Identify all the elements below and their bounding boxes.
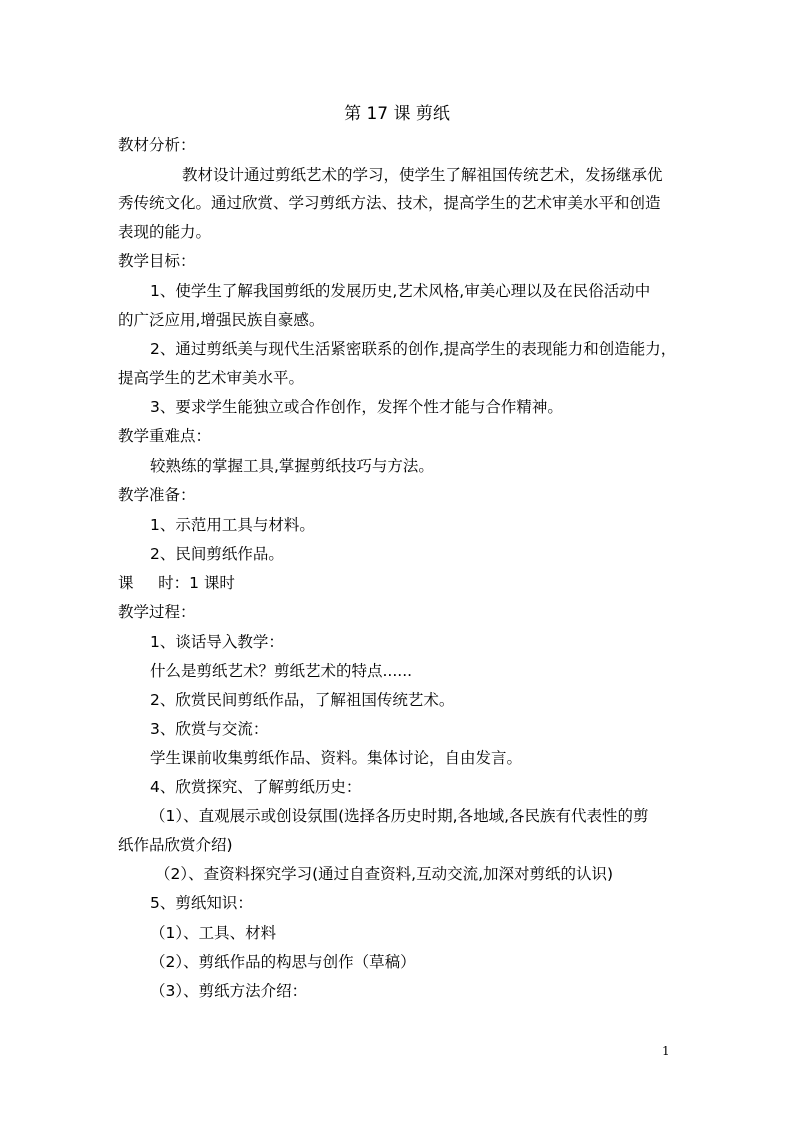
process-substep: （3）、剪纸方法介绍： bbox=[150, 982, 308, 1000]
heading-teaching-process: 教学过程： bbox=[118, 603, 196, 621]
heading-preparation: 教学准备： bbox=[118, 486, 196, 504]
process-substep: （2）、剪纸作品的构思与创作（草稿） bbox=[150, 953, 416, 971]
goal-item-continued: 的广泛应用,增强民族自豪感。 bbox=[118, 311, 325, 329]
preparation-item: 2、民间剪纸作品。 bbox=[150, 545, 284, 563]
process-step: 4、欣赏探究、了解剪纸历史： bbox=[150, 778, 362, 796]
process-text: 什么是剪纸艺术？剪纸艺术的特点...... bbox=[150, 662, 413, 680]
process-substep: （1）、工具、材料 bbox=[150, 924, 277, 942]
paragraph-line: 表现的能力。 bbox=[118, 223, 212, 241]
process-step: 2、欣赏民间剪纸作品，了解祖国传统艺术。 bbox=[150, 691, 455, 709]
goal-item: 3、要求学生能独立或合作创作，发挥个性才能与合作精神。 bbox=[150, 398, 563, 416]
goal-item: 2、通过剪纸美与现代生活紧密联系的创作,提高学生的表现能力和创造能力， bbox=[150, 340, 677, 358]
process-substep-continued: 纸作品欣赏介绍) bbox=[118, 836, 233, 854]
preparation-item: 1、示范用工具与材料。 bbox=[150, 516, 315, 534]
process-substep: （1）、直观展示或创设氛围(选择各历史时期,各地域,各民族有代表性的剪 bbox=[150, 807, 649, 825]
paragraph-line: 教材设计通过剪纸艺术的学习，使学生了解祖国传统艺术，发扬继承优 bbox=[182, 166, 663, 184]
page-number: 1 bbox=[662, 1044, 670, 1058]
process-step: 1、谈话导入教学： bbox=[150, 633, 284, 651]
goal-item: 1、使学生了解我国剪纸的发展历史,艺术风格,审美心理以及在民俗活动中 bbox=[150, 282, 651, 300]
heading-key-points: 教学重难点： bbox=[118, 427, 212, 445]
process-step: 5、剪纸知识： bbox=[150, 894, 253, 912]
process-text: 学生课前收集剪纸作品、资料。集体讨论，自由发言。 bbox=[150, 749, 523, 767]
class-hours: 课 时：1 课时 bbox=[118, 574, 235, 592]
heading-material-analysis: 教材分析： bbox=[118, 136, 196, 154]
key-points-text: 较熟练的掌握工具,掌握剪纸技巧与方法。 bbox=[150, 457, 434, 475]
heading-teaching-goals: 教学目标： bbox=[118, 252, 196, 270]
paragraph-line: 秀传统文化。通过欣赏、学习剪纸方法、技术，提高学生的艺术审美水平和创造 bbox=[118, 194, 661, 212]
process-step: 3、欣赏与交流： bbox=[150, 720, 269, 738]
goal-item-continued: 提高学生的艺术审美水平。 bbox=[118, 369, 305, 387]
lesson-title: 第 17 课 剪纸 bbox=[344, 104, 450, 124]
process-substep: （2）、查资料探究学习(通过自查资料,互动交流,加深对剪纸的认识) bbox=[155, 865, 614, 883]
